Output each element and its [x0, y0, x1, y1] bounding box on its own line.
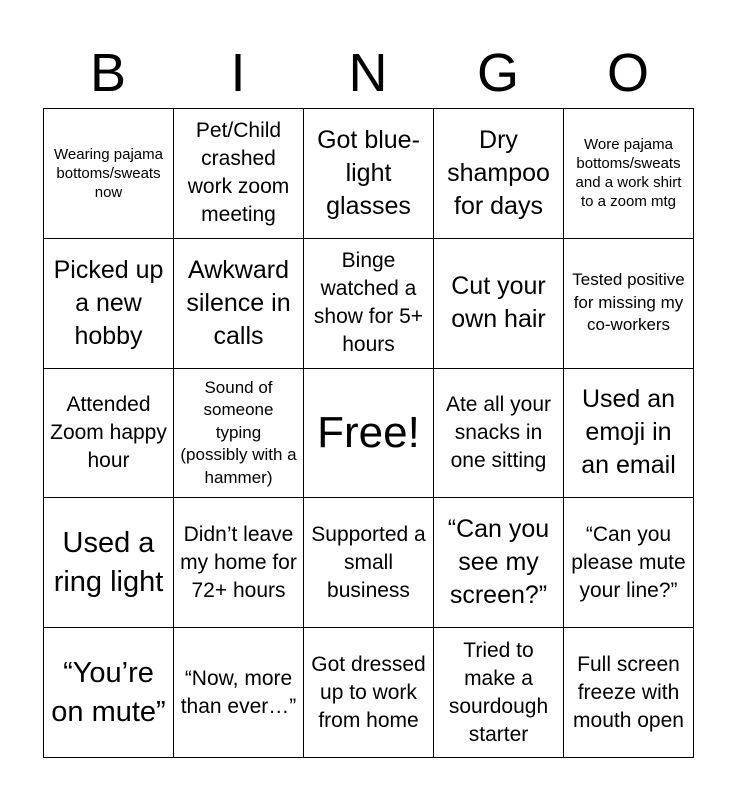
- header-letter-g: G: [476, 43, 519, 103]
- bingo-cell-r3-c2[interactable]: [174, 369, 304, 499]
- bingo-cell-label: Got blue-light glasses: [317, 125, 420, 220]
- bingo-cell-r2-c3[interactable]: [304, 239, 434, 369]
- bingo-cell-r1-c3[interactable]: [304, 109, 434, 239]
- bingo-cell-r5-c4[interactable]: [434, 628, 564, 758]
- bingo-cell-r1-c5[interactable]: [564, 109, 694, 239]
- bingo-header: [43, 38, 693, 108]
- bingo-cell-label: Didn’t leave my home for 72+ hours: [180, 522, 297, 602]
- bingo-cell-r1-c2[interactable]: [174, 109, 304, 239]
- bingo-cell-label: Picked up a new hobby: [53, 255, 164, 350]
- bingo-cell-r4-c3[interactable]: [304, 498, 434, 628]
- bingo-cell-label: Supported a small business: [311, 522, 426, 602]
- bingo-cell-r2-c4[interactable]: [434, 239, 564, 369]
- bingo-cell-label: “Can you please mute your line?”: [571, 522, 686, 602]
- bingo-cell-label: Used a ring light: [53, 526, 164, 598]
- header-letter-n: N: [348, 43, 388, 103]
- header-letter-o: O: [606, 43, 649, 103]
- bingo-cell-label: “Now, more than ever…”: [180, 666, 297, 718]
- bingo-cell-r5-c3[interactable]: [304, 628, 434, 758]
- bingo-cell-r4-c5[interactable]: [564, 498, 694, 628]
- bingo-cell-label: Got dressed up to work from home: [311, 652, 426, 732]
- bingo-cell-label: Tried to make a sourdough starter: [448, 638, 549, 746]
- bingo-cell-r4-c1[interactable]: [44, 498, 174, 628]
- bingo-cell-label: Pet/Child crashed work zoom meeting: [187, 119, 290, 227]
- header-letter-i: I: [230, 43, 246, 103]
- bingo-cell-label: Used an emoji in an email: [581, 385, 676, 480]
- bingo-cell-label: Dry shampoo for days: [447, 125, 550, 220]
- bingo-cell-label: Full screen freeze with mouth open: [573, 652, 684, 732]
- bingo-cell-r4-c4[interactable]: [434, 498, 564, 628]
- bingo-cell-label: Awkward silence in calls: [186, 255, 291, 350]
- bingo-cell-label: Tested positive for missing my co-workers: [572, 270, 685, 335]
- bingo-cell-label: Wearing pajama bottoms/sweats now: [54, 145, 163, 201]
- bingo-cell-r5-c2[interactable]: [174, 628, 304, 758]
- bingo-cell-r2-c1[interactable]: [44, 239, 174, 369]
- bingo-cell-r1-c1[interactable]: [44, 109, 174, 239]
- bingo-cell-label: “Can you see my screen?”: [447, 515, 550, 610]
- bingo-cell-label: Free!: [317, 407, 420, 457]
- bingo-cell-r3-c5[interactable]: [564, 369, 694, 499]
- header-letter-b: B: [89, 43, 127, 103]
- bingo-cell-label: Sound of someone typing (possibly with a hammer): [180, 377, 297, 487]
- bingo-cell-r4-c2[interactable]: [174, 498, 304, 628]
- bingo-cell-label: Attended Zoom happy hour: [50, 392, 167, 472]
- bingo-cell-label: Cut your own hair: [451, 272, 546, 334]
- bingo-cell-label: “You’re on mute”: [51, 656, 166, 728]
- bingo-cell-label: Binge watched a show for 5+ hours: [313, 249, 424, 357]
- bingo-cell-r3-c4[interactable]: [434, 369, 564, 499]
- bingo-cell-r2-c5[interactable]: [564, 239, 694, 369]
- bingo-board: [43, 108, 694, 758]
- bingo-cell-r5-c5[interactable]: [564, 628, 694, 758]
- bingo-cell-label: Wore pajama bottoms/sweats and a work shirt to a zoom mtg: [575, 136, 682, 211]
- bingo-cell-label: Ate all your snacks in one sitting: [445, 392, 552, 472]
- bingo-cell-r3-c1[interactable]: [44, 369, 174, 499]
- bingo-cell-r5-c1[interactable]: [44, 628, 174, 758]
- bingo-cell-r2-c2[interactable]: [174, 239, 304, 369]
- bingo-cell-r1-c4[interactable]: [434, 109, 564, 239]
- bingo-cell-free[interactable]: [304, 369, 434, 499]
